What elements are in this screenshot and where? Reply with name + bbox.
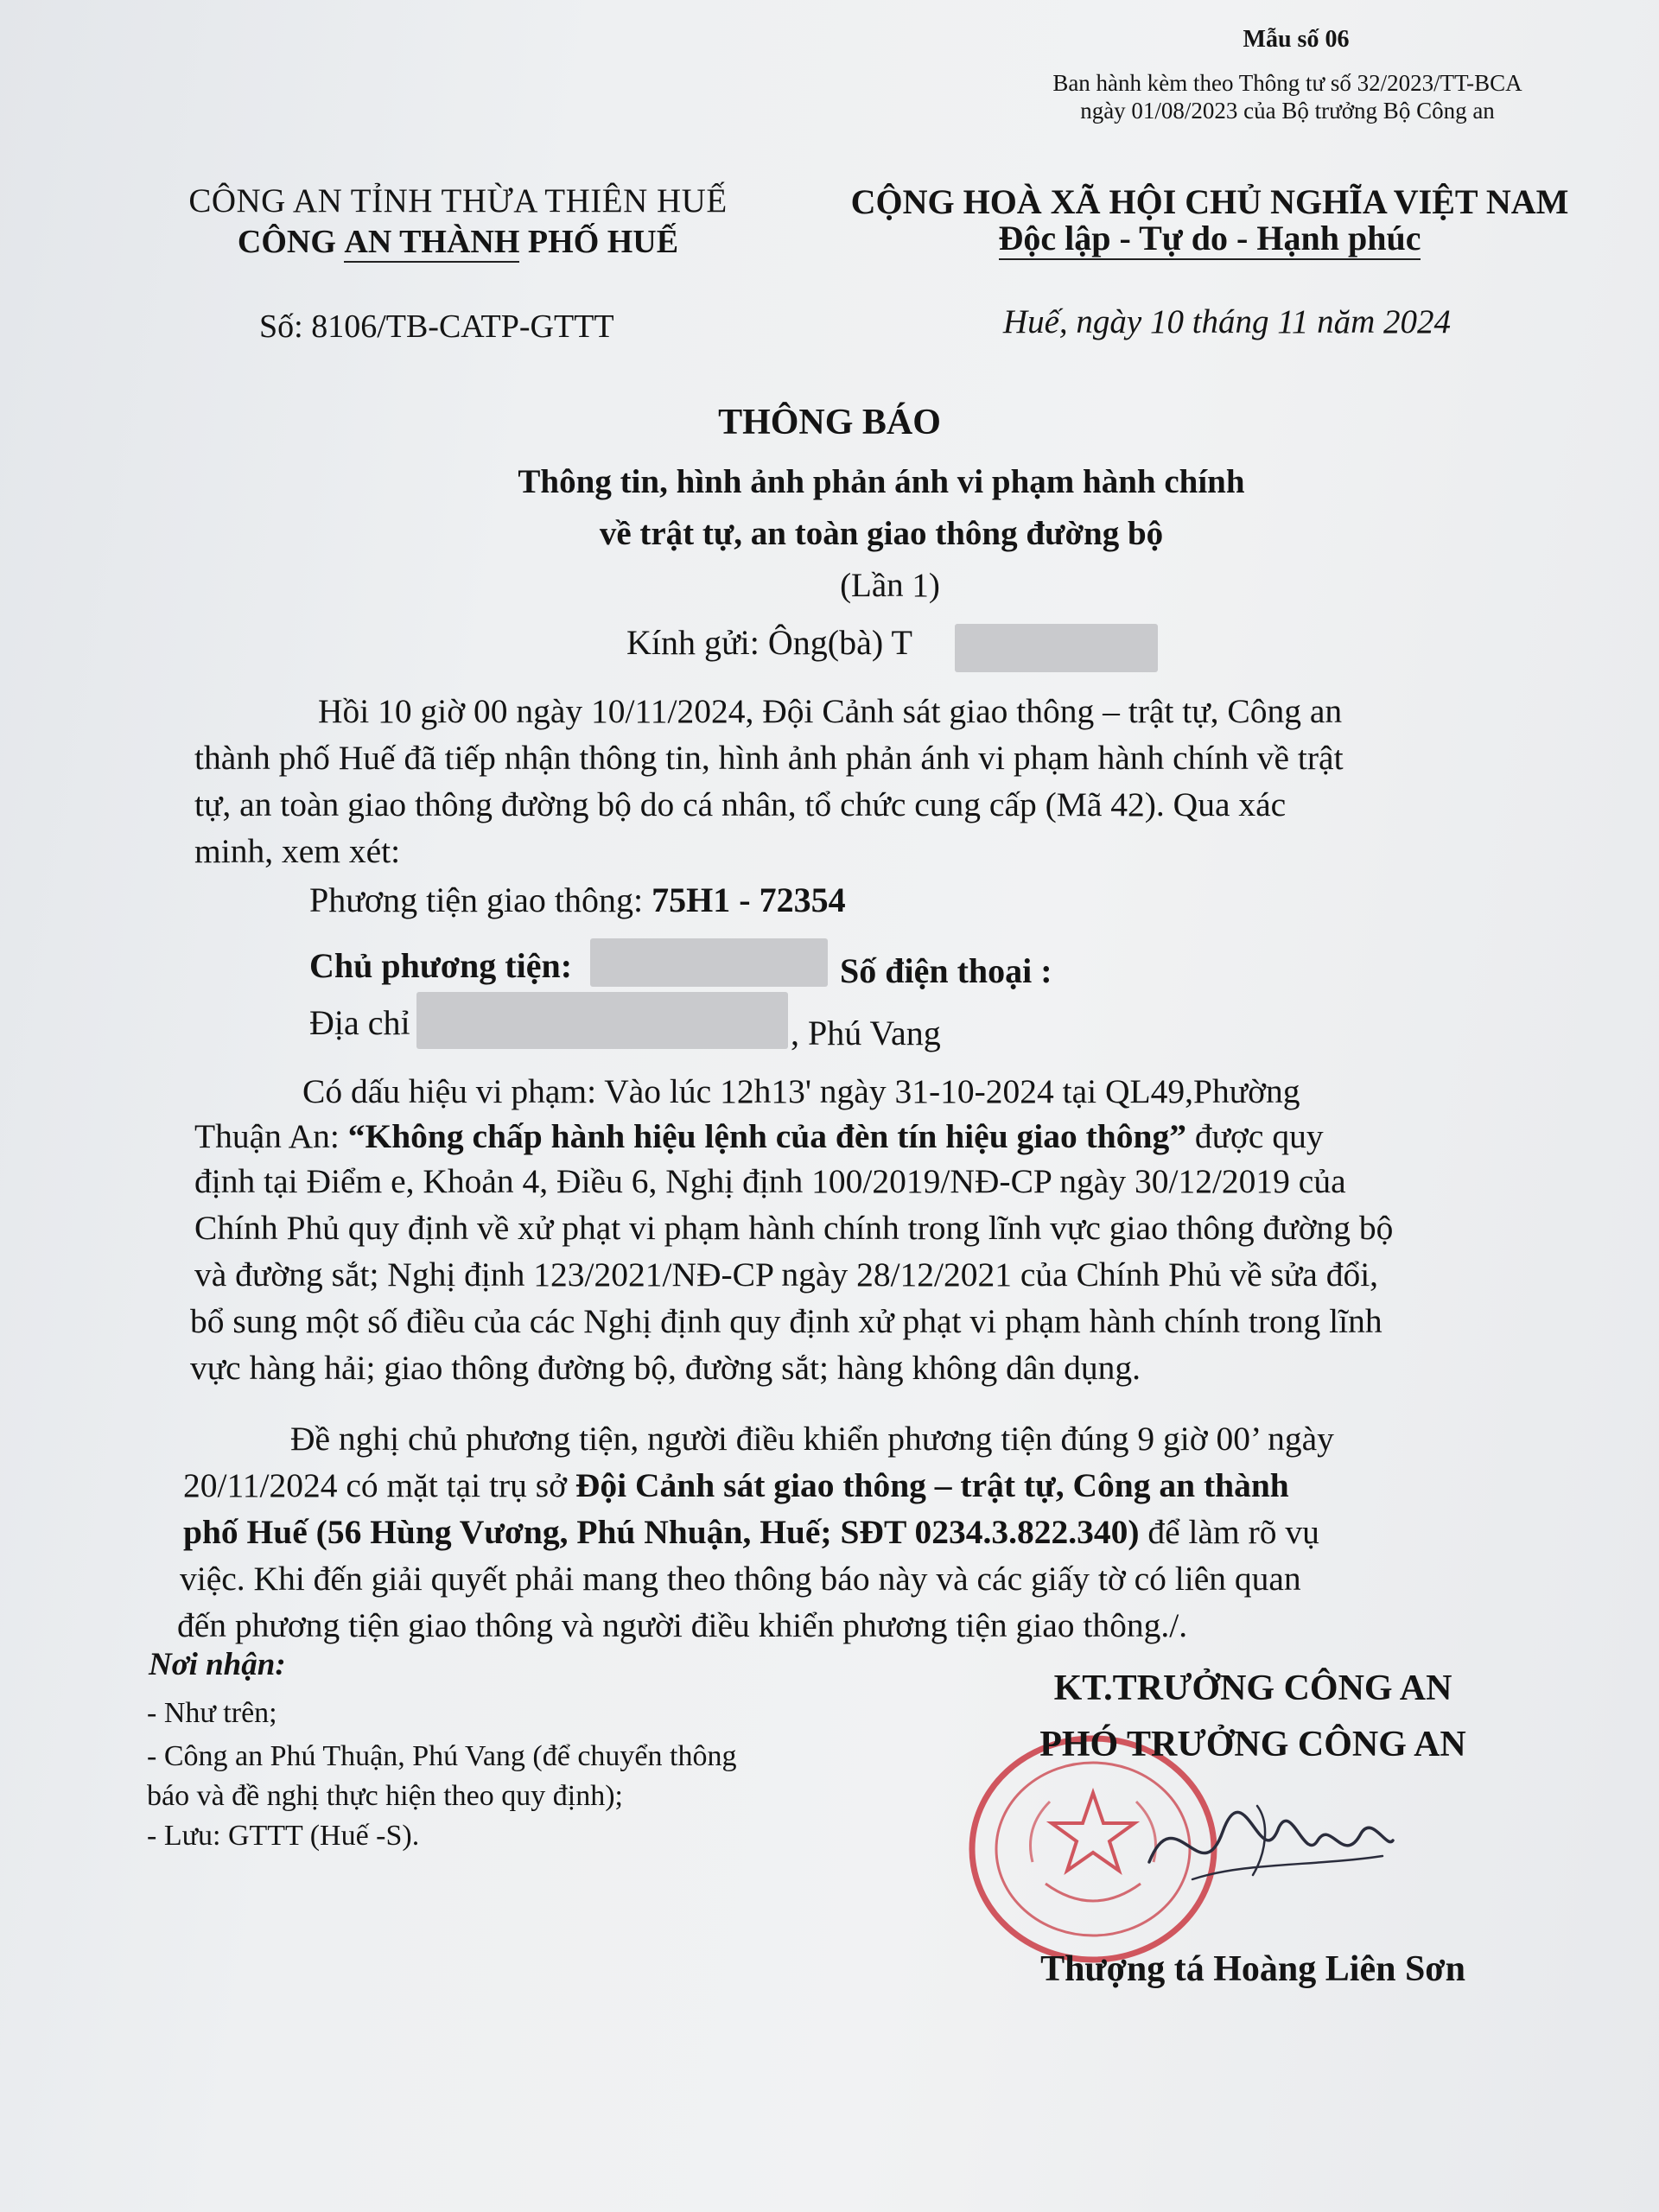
paragraph-3-line-3 [183,1510,1533,1554]
form-issued-line-1: Ban hành kèm theo Thông tư số 32/2023/TT-BCA [1052,70,1522,96]
signer-title-1: KT.TRƯỞNG CÔNG AN [1053,1669,1452,1708]
recipient-item-3: - Lưu: GTTT (Huế -S). [147,1820,420,1852]
recipient-item-2-line-1: - Công an Phú Thuận, Phú Vang (để chuyển thông [147,1740,737,1772]
national-motto-text: Độc lập - Tự do - Hạnh phúc [999,218,1421,260]
subtitle-line-2: về trật tự, an toàn giao thông đường bộ [599,515,1164,552]
recipient-item-2-line-2: báo và đề nghị thực hiện theo quy định); [147,1780,623,1812]
vehicle-plate: 75H1 - 72354 [652,880,846,919]
owner-label: Chủ phương tiện: [309,946,573,985]
paragraph-2-line-1: Có dấu hiệu vi phạm: Vào lúc 12h13' ngày 31-10-2024 tại QL49,Phường [302,1072,1300,1110]
form-issued-note [994,69,1581,124]
phone-label: Số điện thoại : [840,951,1052,990]
document-number: Số: 8106/TB-CATP-GTTT [259,308,614,345]
p2-location: Thuận An: [194,1117,348,1155]
p3-line2-pre: 20/11/2024 có mặt tại trụ sở [183,1466,575,1504]
p2-line2-tail: được quy [1185,1117,1324,1155]
p3-line3-tail: để làm rõ vụ [1139,1513,1319,1551]
paragraph-1-line-3: tự, an toàn giao thông đường bộ do cá nhân, tổ chức cung cấp (Mã 42). Qua xác [194,785,1287,823]
paragraph-3-line-1: Đề nghị chủ phương tiện, người điều khiển phương tiện đúng 9 giờ 00’ ngày [290,1420,1334,1458]
paragraph-1-line-4: minh, xem xét: [194,832,401,870]
document-title: THÔNG BÁO [718,403,941,442]
notice-count: (Lần 1) [840,567,940,604]
paragraph-2-line-3: định tại Điểm e, Khoản 4, Điều 6, Nghị định 100/2019/NĐ-CP ngày 30/12/2019 của [194,1162,1346,1200]
form-number: Mẫu số 06 [1243,26,1350,53]
violation-description: “Không chấp hành hiệu lệnh của đèn tín hiệu giao thông” [347,1117,1186,1155]
paragraph-1-line-2: thành phố Huế đã tiếp nhận thông tin, hình ảnh phản ánh vi phạm hành chính về trật [194,739,1344,777]
nation-name: CỘNG HOÀ XÃ HỘI CHỦ NGHĨA VIỆT NAM [850,182,1569,221]
org-unit-underlined: AN THÀNH [344,223,519,263]
recipient-item-1: - Như trên; [147,1697,277,1729]
redacted-address [416,992,788,1049]
paragraph-2-line-6: bổ sung một số điều của các Nghị định quy định xử phạt vi phạm hành chính trong lĩnh [190,1302,1382,1340]
vehicle-label: Phương tiện giao thông: [309,880,652,919]
national-motto [804,218,1616,260]
org-unit [138,223,778,263]
address-tail: , Phú Vang [791,1014,941,1052]
handwritten-signature [1141,1780,1400,1901]
p3-unit-name: Đội Cảnh sát giao thông – trật tự, Công an thành [575,1466,1289,1504]
paragraph-1-line-1: Hồi 10 giờ 00 ngày 10/11/2024, Đội Cảnh sát giao thông – trật tự, Công an [318,692,1343,730]
paragraph-3-line-5: đến phương tiện giao thông và người điều khiển phương tiện giao thông./. [177,1606,1188,1644]
redacted-owner-name [590,938,828,987]
subtitle-line-1: Thông tin, hình ảnh phản ánh vi phạm hành chính [518,463,1245,500]
org-unit-pre: CÔNG [237,224,345,260]
org-parent: CÔNG AN TỈNH THỪA THIÊN HUẾ [188,182,728,219]
paragraph-3-line-2 [183,1464,1535,1507]
address-label: Địa chỉ [309,1003,410,1042]
p3-unit-address: phố Huế (56 Hùng Vương, Phú Nhuận, Huế; SĐT 0234.3.822.340) [183,1513,1140,1551]
paragraph-2-line-5: và đường sắt; Nghị định 123/2021/NĐ-CP ngày 28/12/2021 của Chính Phủ về sửa đổi, [194,1255,1379,1294]
paragraph-2-line-7: vực hàng hải; giao thông đường bộ, đường sắt; hàng không dân dụng. [190,1349,1141,1387]
place-date: Huế, ngày 10 tháng 11 năm 2024 [1002,303,1452,340]
signer-title-2: PHÓ TRƯỞNG CÔNG AN [1039,1725,1466,1764]
recipients-heading: Nơi nhận: [149,1647,286,1682]
redacted-recipient-name [955,624,1158,672]
org-unit-post: PHỐ HUẾ [519,224,679,260]
paragraph-3-line-4: việc. Khi đến giải quyết phải mang theo thông báo này và các giấy tờ có liên quan [180,1560,1301,1598]
signer-name: Thượng tá Hoàng Liên Sơn [1040,1949,1465,1989]
paragraph-2-line-2 [194,1115,1547,1158]
form-issued-line-2: ngày 01/08/2023 của Bộ trưởng Bộ Công an [1080,98,1495,124]
vehicle-row [309,880,846,920]
paragraph-2-line-4: Chính Phủ quy định về xử phạt vi phạm hành chính trong lĩnh vực giao thông đường bộ [194,1209,1394,1247]
document-subtitle [0,456,1659,560]
greeting: Kính gửi: Ông(bà) T [626,623,912,662]
